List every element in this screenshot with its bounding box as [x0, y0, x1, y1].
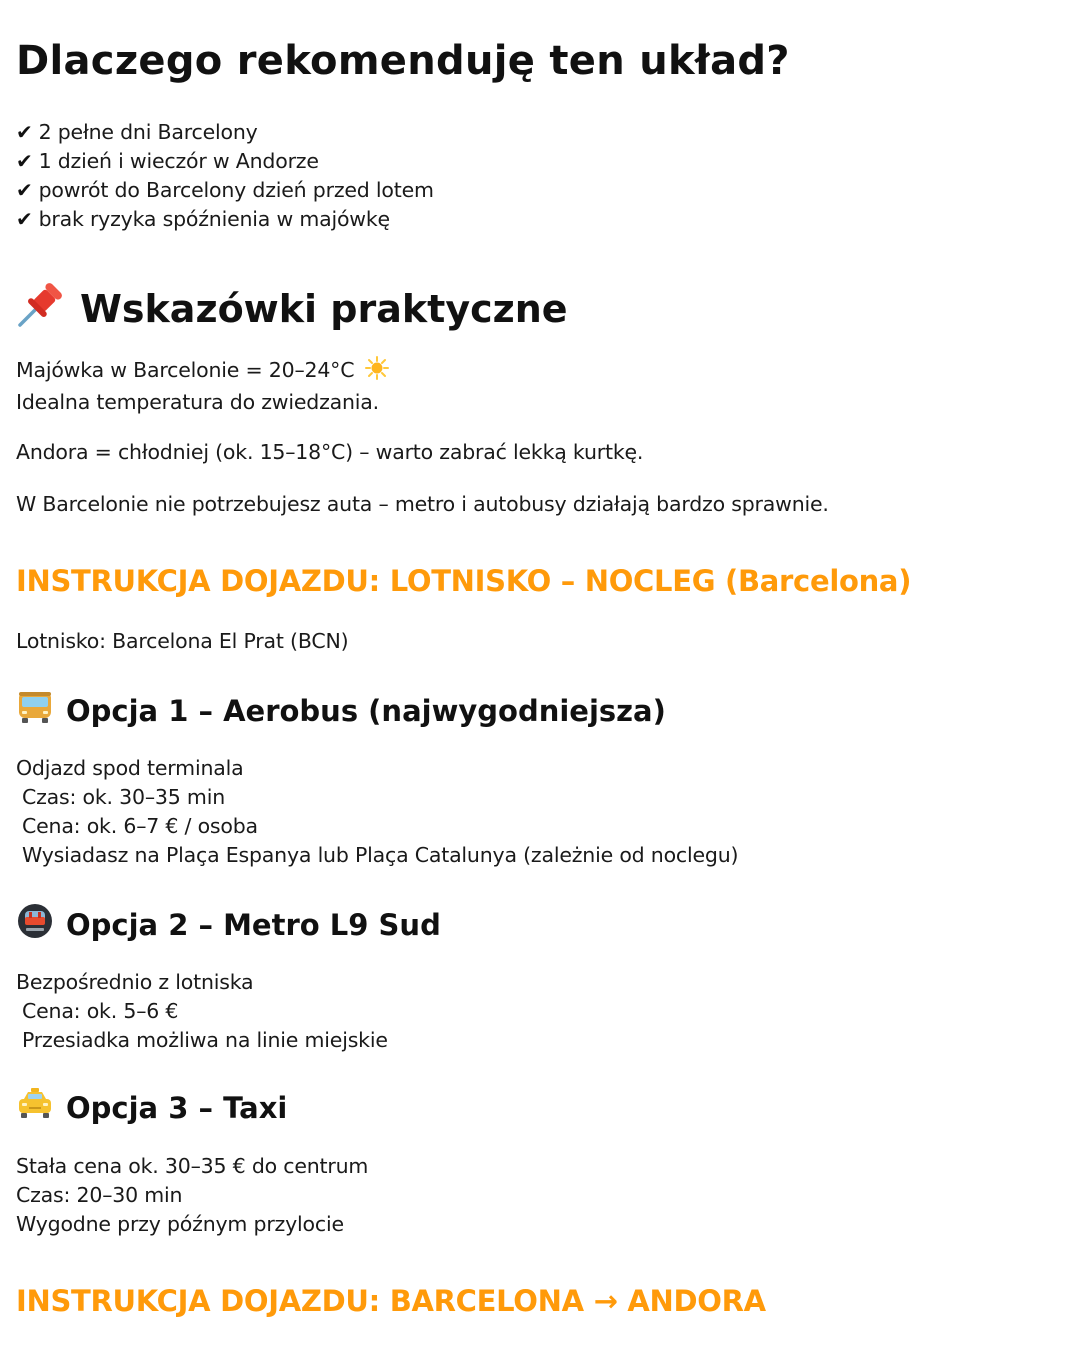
option-3-details [16, 1152, 368, 1239]
detail-line: Stała cena ok. 30–35 € do centrum [16, 1154, 369, 1178]
detail-line: Bezpośrednio z lotniska [16, 970, 254, 994]
option-2-details [16, 968, 388, 1055]
detail-line: Cena: ok. 5–6 € [22, 999, 179, 1023]
list-item [16, 176, 434, 205]
option-1-heading [16, 690, 666, 731]
why-list [16, 118, 434, 234]
detail-line: Odjazd spod terminala [16, 756, 244, 780]
option-2-heading [16, 903, 441, 946]
detail-line: Cena: ok. 6–7 € / osoba [22, 814, 258, 838]
option-1-title: Opcja 1 – Aerobus (najwygodniejsza) [66, 693, 666, 728]
option-3-heading [16, 1087, 287, 1128]
bus-icon [16, 690, 54, 731]
check-icon: ✔ [16, 120, 33, 144]
airport-section-title: INSTRUKCJA DOJAZDU: LOTNISKO – NOCLEG (Barcelona) [16, 564, 912, 598]
list-item-text: powrót do Barcelony dzień przed lotem [38, 178, 434, 202]
weather-text: Majówka w Barcelonie = 20–24°C [16, 358, 355, 382]
weather-text-2: Idealna temperatura do zwiedzania. [16, 390, 379, 414]
airport-line: Lotnisko: Barcelona El Prat (BCN) [16, 629, 349, 653]
option-1-details [16, 754, 738, 870]
weather-paragraph [16, 356, 389, 417]
andorra-section-title: INSTRUKCJA DOJAZDU: BARCELONA → ANDORA [16, 1284, 766, 1318]
list-item [16, 147, 434, 176]
check-icon: ✔ [16, 207, 33, 231]
list-item-text: brak ryzyka spóźnienia w majówkę [38, 207, 390, 231]
list-item [16, 118, 434, 147]
detail-line: Czas: 20–30 min [16, 1183, 183, 1207]
tips-title: Wskazówki praktyczne [80, 286, 568, 331]
tips-heading [16, 279, 568, 338]
transport-tip: W Barcelonie nie potrzebujesz auta – metro i autobusy działają bardzo sprawnie. [16, 492, 829, 516]
sun-icon [365, 356, 389, 388]
taxi-icon [16, 1087, 54, 1128]
detail-line: Wygodne przy późnym przylocie [16, 1212, 344, 1236]
weather-line [16, 356, 389, 388]
list-item-text: 2 pełne dni Barcelony [38, 120, 258, 144]
option-2-title: Opcja 2 – Metro L9 Sud [66, 907, 441, 942]
metro-icon [16, 903, 54, 946]
option-3-title: Opcja 3 – Taxi [66, 1090, 288, 1125]
why-title: Dlaczego rekomenduję ten układ? [16, 38, 790, 84]
pushpin-icon [16, 279, 68, 338]
andorra-tip: Andora = chłodniej (ok. 15–18°C) – warto zabrać lekką kurtkę. [16, 440, 644, 464]
check-icon: ✔ [16, 178, 33, 202]
list-item-text: 1 dzień i wieczór w Andorze [38, 149, 319, 173]
detail-line: Przesiadka możliwa na linie miejskie [22, 1028, 388, 1052]
list-item [16, 205, 434, 234]
detail-line: Wysiadasz na Plaça Espanya lub Plaça Catalunya (zależnie od noclegu) [22, 843, 739, 867]
check-icon: ✔ [16, 149, 33, 173]
detail-line: Czas: ok. 30–35 min [22, 785, 225, 809]
